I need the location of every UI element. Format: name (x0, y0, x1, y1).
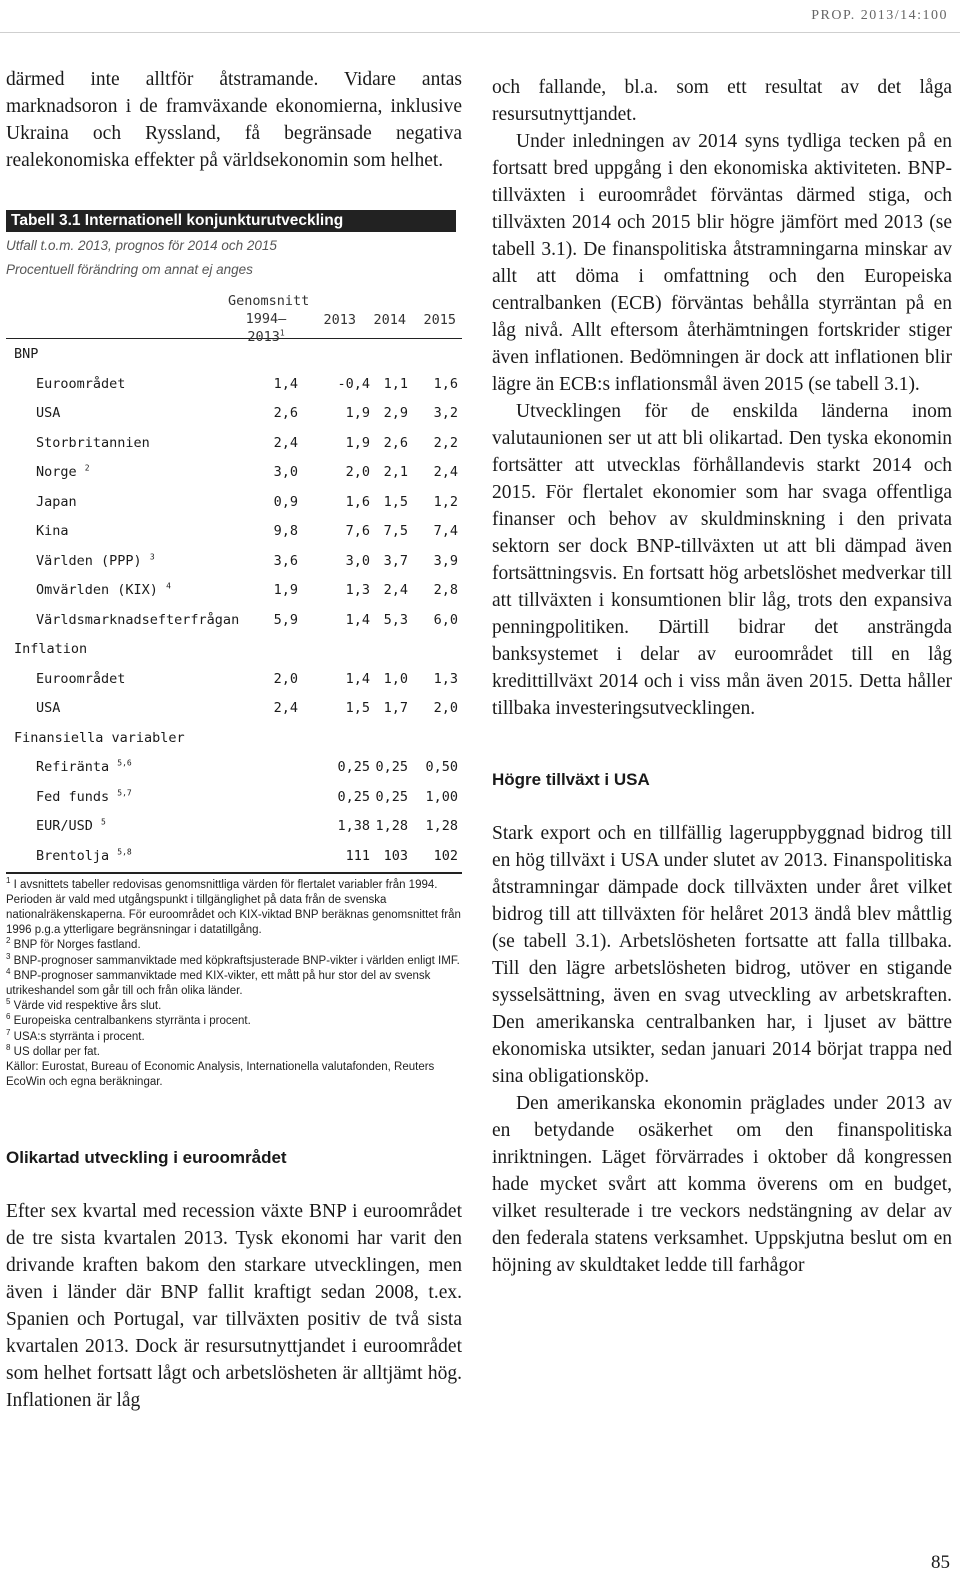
cell-2014: 1,1 (383, 375, 408, 392)
footnote-ref: 4 (166, 581, 171, 591)
col-header-average-sup: 1 (279, 328, 285, 338)
cell-2014: 103 (383, 847, 408, 864)
cell-2015: 1,28 (425, 818, 458, 834)
table-row (6, 693, 462, 723)
footnote-1-text: I avsnittets tabeller redovisas genomsnittliga värden för flertalet variabler från 1994. Perioden är vald med utgångspunkt i tillgänglighet på data från de svenska nationalräkenskaperna. För euroområdet och KIX-viktad BNP beräknas genomsnittet från 1996 p.g.a ytterligare begränsningar i datatillgång. (6, 878, 461, 937)
footnote-8-text: US dollar per fat. (13, 1045, 100, 1058)
cell-2015: 2,0 (433, 700, 458, 716)
table-row (6, 546, 462, 576)
section-heading-euro: Olikartad utveckling i euroområdet (6, 1148, 287, 1168)
section-bnp (6, 339, 462, 369)
cell-2013: 1,4 (345, 611, 370, 628)
cell-average: 1,4 (273, 375, 298, 392)
cell-2013: 2,0 (345, 464, 370, 480)
footnote-1: $^1$ I avsnittets tabeller redovisas genomsnittliga värden för flertalet variabler från 1994. Perioden är vald med utgångspunkt i tillgänglighet på data från de svenska nationalräkenskaperna. För euroområdet och KIX-viktad BNP beräknas genomsnittet från 1996 p.g.a ytterligare begränsningar i datatillgång. (6, 875, 461, 937)
table-row (6, 369, 462, 399)
row-label-text: Omvärlden (KIX) (36, 582, 158, 598)
cell-average: 2,4 (273, 700, 298, 716)
cell-2013: 3,0 (345, 552, 370, 569)
section-label: Inflation (14, 641, 88, 657)
euro-paragraph: Efter sex kvartal med recession växte BNP i euroområdet de tre sista kvartalen 2013. Tysk ekonomi har varit den drivande kraften bakom den starkare utvecklingen, men även i länder där BNP fallit kraftigt sedan 2008, t.ex. Spanien och Portugal, var tillväxten positiv de två sista kvartalen 2013. Dock är resursutnyttjandet i euroområdet som helhet fortsatt lågt och arbetslösheten är alltjämt hög. Inflationen är låg (6, 1201, 462, 1412)
footnote-8: $^8$ US dollar per fat. (6, 1042, 100, 1058)
cell-average: 0,9 (273, 493, 298, 510)
cell-2014: 2,1 (383, 464, 408, 480)
cell-2015: 0,50 (425, 759, 458, 775)
cell-2013: 1,6 (345, 493, 370, 510)
col-header-2015: 2015 (423, 312, 456, 328)
col-header-average (228, 292, 310, 346)
cell-2014: 1,5 (383, 493, 408, 510)
cell-2013: 1,4 (345, 670, 370, 687)
footnote-3: $^3$ BNP-prognoser sammanviktade med köpkraftsjusterade BNP-vikter i världen enligt IMF. (6, 951, 460, 967)
row-label (36, 789, 132, 805)
right-column (492, 74, 952, 1279)
cell-2013: 1,5 (345, 700, 370, 716)
table-row (6, 487, 462, 517)
cell-average: 2,4 (273, 434, 298, 451)
right-paragraph-2: Under inledningen av 2014 syns tydliga tecken på en fortsatt bred uppgång i den ekonomiska aktiviteten. BNP-tillväxten i euroområdet förväntas därmed stiga, och tillväxten 2014 och 2015 blir högre jämfört med 2013 (se tabell 3.1). De finanspolitiska åtstramningarna minskar av allt att döma i omfattning och den Europeiska centralbanken (ECB) förväntas behålla styrräntan på en låg nivå. Allt eftersom återhämtningen fortskrider stiger även inflationen. Bedömningen är dock att inflationen blir lägre än ECB:s inflationsmål även 2015 (se tabell 3.1). (492, 131, 952, 395)
cell-2014: 0,25 (375, 759, 408, 775)
cell-2014: 3,7 (383, 552, 408, 569)
row-label (36, 464, 90, 480)
row-label-text: EUR/USD (36, 818, 93, 834)
cell-2014: 0,25 (375, 788, 408, 805)
table-subtitle-1: Utfall t.o.m. 2013, prognos för 2014 och 2015 (6, 238, 277, 253)
row-label: Euroområdet (36, 670, 126, 687)
right-paragraph-3: Utvecklingen för de enskilda länderna inom valutaunionen ser ut att bli olikartad. Den tyska ekonomin fortsätter att utvecklas förhållandevis starkt 2014 och 2015. För flertalet ekonomier som har svaga offentliga finanser och behov av skuldminskning i den privata sektorn ser dock BNP-tillväxten ut att bli dämpad även fortsättningsvis. En fortsatt hög arbetslöshet medverkar till att tillväxten i konsumtionen blir låg, trots den expansiva penningpolitiken. Därtill bidrar det ansträngda banksystemet i delar av euroområdet till en låg kredittillväxt 2014 och i viss mån även 2015. Detta håller tillbaka investeringsutvecklingen. (492, 401, 952, 719)
footnote-7-text: USA:s styrränta i procent. (13, 1030, 145, 1043)
cell-2013: 1,3 (345, 582, 370, 598)
cell-2015: 3,2 (433, 405, 458, 421)
cell-2014: 1,28 (375, 818, 408, 834)
cell-2013: 7,6 (345, 523, 370, 539)
cell-2014: 2,9 (383, 405, 408, 421)
footnote-2-text: BNP för Norges fastland. (13, 939, 141, 952)
table-row (6, 605, 462, 635)
footnote-ref: 5 (101, 817, 106, 827)
right-paragraph-1: och fallande, bl.a. som ett resultat av det låga resursutnyttjandet. (492, 77, 952, 125)
page-number: 85 (931, 1552, 950, 1573)
cell-2014: 1,7 (383, 700, 408, 716)
cell-2015: 2,4 (433, 464, 458, 480)
right-paragraph-5: Den amerikanska ekonomin präglades under 2013 av en betydande osäkerhet om den finanspolitiska inriktningen. Läget förvärrades i oktober då kongressen hade mycket svårt att komma överens om en budget, vilket resulterade i tre veckors nedstängning av delar av den federala statens verksamhet. Uppskjutna beslut om en höjning av skuldtaket ledde till farhågor (492, 1093, 952, 1276)
row-label (36, 582, 171, 598)
section-label: BNP (14, 346, 39, 362)
table-subtitle-2: Procentuell förändring om annat ej anges (6, 262, 253, 277)
cell-2014: 2,6 (383, 434, 408, 451)
cell-average: 2,6 (273, 405, 298, 421)
cell-2015: 1,3 (433, 670, 458, 687)
row-label: Euroområdet (36, 375, 126, 392)
col-header-average-line2: 1994–2013 (245, 311, 287, 345)
table-sources: Källor: Eurostat, Bureau of Economic Analysis, Internationella valutafonden, Reuters EcoWin och egna beräkningar. (6, 1060, 435, 1089)
row-label (36, 759, 132, 775)
footnote-2: $^2$ BNP för Norges fastland. (6, 936, 141, 952)
table-footnotes (6, 875, 462, 1091)
table-bottom-rule (6, 872, 462, 874)
row-label: Japan (36, 493, 77, 510)
footnote-5: $^5$ Värde vid respektive års slut. (6, 997, 162, 1013)
table-row (6, 841, 462, 871)
cell-2015: 6,0 (433, 611, 458, 628)
footnote-ref: 5,6 (117, 758, 132, 768)
footnote-6: $^6$ Europeiska centralbankens styrränta i procent. (6, 1012, 251, 1028)
table-row (6, 782, 462, 812)
right-paragraph-4: Stark export och en tillfällig lageruppbyggnad bidrog till en hög tillväxt i USA under slutet av 2013. Finanspolitiska åtstramningar dämpade dock tillväxten under året vilket bidrog till att tillväxten för helåret 2013 ändå blev måttlig (se tabell 3.1). Arbetslösheten fortsatte att falla tillbaka. Till den lägre arbetslösheten bidrog, utöver en stigande sysselsättning, även en svag utveckling av arbetskraften. Den amerikanska centralbanken har, i ljuset av bättre ekonomiska utsikter, sedan januari 2014 börjat trappa ned sina obligationsköp. (492, 823, 952, 1087)
footnote-ref: 5,7 (117, 788, 132, 797)
data-table (6, 288, 462, 874)
footnote-5-text: Värde vid respektive års slut. (13, 1000, 162, 1013)
row-label: Kina (36, 523, 69, 539)
cell-2013: 1,38 (337, 818, 370, 834)
row-label-text: Brentolja (36, 847, 110, 864)
table-row (6, 664, 462, 694)
col-header-2014: 2014 (373, 312, 406, 328)
cell-2014: 2,4 (383, 582, 408, 598)
cell-average: 9,8 (273, 523, 298, 539)
footnote-4-text: BNP-prognoser sammanviktade med KIX-vikter, ett mått på hur stor del av svensk utrikeshandel som går till och från olika länder. (6, 969, 431, 997)
cell-2013: 0,25 (337, 759, 370, 775)
header-divider (0, 32, 960, 33)
cell-average: 2,0 (273, 670, 298, 687)
col-header-average-line1: Genomsnitt (228, 293, 310, 309)
cell-2015: 2,8 (433, 582, 458, 598)
cell-2015: 2,2 (433, 434, 458, 451)
table-row (6, 752, 462, 782)
cell-2013: 1,9 (345, 434, 370, 451)
section-label: Finansiella variabler (14, 729, 185, 746)
cell-2013: -0,4 (337, 375, 370, 392)
footnote-ref: 2 (84, 463, 90, 473)
section-financial (6, 723, 462, 753)
cell-average: 1,9 (273, 582, 298, 598)
cell-2015: 1,6 (433, 375, 458, 392)
col-header-2013: 2013 (323, 312, 356, 328)
section-inflation (6, 634, 462, 664)
footnote-6-text: Europeiska centralbankens styrränta i procent. (13, 1015, 251, 1028)
table-row (6, 575, 462, 605)
intro-paragraph: därmed inte alltför åtstramande. Vidare antas marknadsoron i de framväxande ekonomierna, inklusive Ukraina och Ryssland, få begränsade negativa realekonomiska effekter på världsekonomin som helhet. (6, 69, 462, 171)
row-label (36, 818, 106, 834)
footnote-4: $^4$ BNP-prognoser sammanviktade med KIX-vikter, ett mått på hur stor del av svensk utrikeshandel som går till och från olika länder. (6, 966, 431, 997)
cell-2013: 111 (345, 847, 370, 864)
cell-2013: 0,25 (337, 788, 370, 805)
row-label: Världsmarknadsefterfrågan (36, 611, 240, 628)
cell-2015: 1,2 (433, 493, 458, 510)
table-row (6, 811, 462, 841)
cell-2014: 1,0 (383, 670, 408, 687)
left-column (6, 66, 462, 1414)
cell-2014: 7,5 (383, 523, 408, 539)
row-label-text: Världen (PPP) (36, 552, 142, 569)
row-label-text: Refiränta (36, 759, 110, 775)
table-row (6, 516, 462, 546)
cell-average: 5,9 (273, 611, 298, 628)
cell-2015: 7,4 (433, 523, 458, 539)
cell-2015: 102 (433, 847, 458, 864)
cell-2013: 1,9 (345, 405, 370, 421)
row-label-text: Fed funds (36, 788, 110, 805)
cell-average: 3,0 (273, 464, 298, 480)
cell-average: 3,6 (273, 552, 298, 569)
table-title: Tabell 3.1 Internationell konjunkturutveckling (6, 210, 456, 232)
running-head: PROP. 2013/14:100 (811, 8, 948, 23)
footnote-ref: 5,8 (117, 847, 132, 856)
section-heading-usa: Högre tillväxt i USA (492, 770, 650, 789)
row-label: USA (36, 700, 61, 716)
footnote-ref: 3 (149, 552, 155, 561)
row-label-text: Norge (36, 464, 77, 480)
footnote-3-text: BNP-prognoser sammanviktade med köpkraftsjusterade BNP-vikter i världen enligt IMF. (13, 954, 460, 967)
table-row (6, 398, 462, 428)
footnote-7: $^7$ USA:s styrränta i procent. (6, 1027, 145, 1043)
cell-2014: 5,3 (383, 611, 408, 628)
row-label (36, 553, 155, 569)
row-label (36, 848, 132, 864)
table-row (6, 457, 462, 487)
cell-2015: 3,9 (433, 552, 458, 569)
table-header (6, 288, 462, 345)
row-label: Storbritannien (36, 434, 150, 451)
cell-2015: 1,00 (425, 788, 458, 805)
table-row (6, 428, 462, 458)
row-label: USA (36, 405, 61, 421)
